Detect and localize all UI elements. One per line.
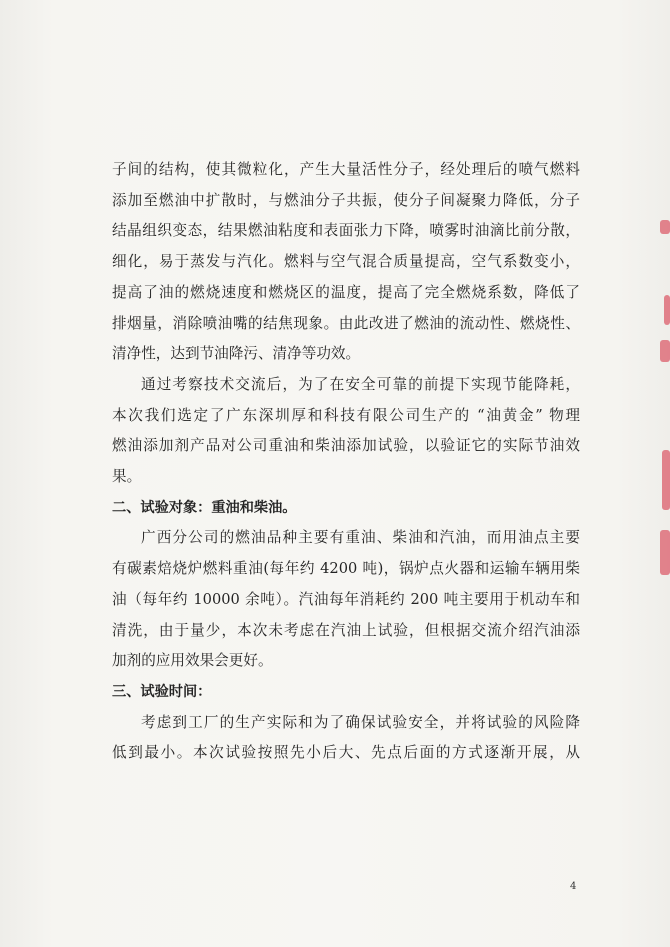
text-line: 果。	[112, 468, 142, 486]
text-line: 排烟量，消除喷油嘴的结焦现象。由此改进了燃油的流动性、燃烧性、	[112, 314, 580, 332]
paragraph-4	[112, 708, 580, 769]
text-line: 本次我们选定了广东深圳厚和科技有限公司生产的 “油黄金” 物理	[112, 406, 580, 424]
text-line: 加剂的应用效果会更好。	[112, 652, 273, 670]
body-text	[112, 155, 580, 769]
paragraph-3	[112, 523, 580, 677]
text-line: 细化，易于蒸发与汽化。燃料与空气混合质量提高，空气系数变小，	[112, 253, 580, 271]
text-line: 有碳素焙烧炉燃料重油(每年约 4200 吨)，锅炉点火器和运输车辆用柴	[112, 560, 580, 578]
text-line: 通过考察技术交流后，为了在安全可靠的前提下实现节能降耗，	[141, 375, 580, 393]
section-heading-2: 二、试验对象：重油和柴油。	[112, 499, 297, 516]
page-number: 4	[570, 881, 577, 892]
text-line: 子间的结构，使其微粒化，产生大量活性分子，经处理后的喷气燃料	[112, 161, 580, 178]
text-line: 燃油添加剂产品对公司重油和柴油添加试验，以验证它的实际节油效	[112, 437, 580, 455]
text-line: 提高了油的燃烧速度和燃烧区的温度，提高了完全燃烧系数，降低了	[112, 283, 580, 301]
text-line: 清洗，由于量少，本次未考虑在汽油上试验，但根据交流介绍汽油添	[112, 621, 580, 639]
text-line: 油（每年约 10000 余吨）。汽油每年消耗约 200 吨主要用于机动车和	[112, 590, 580, 608]
paragraph-1	[112, 155, 580, 370]
text-line: 结晶组织变态，结果燃油粘度和表面张力下降，喷雾时油滴比前分散，	[112, 222, 580, 240]
paragraph-2	[112, 370, 580, 493]
text-line: 广西分公司的燃油品种主要有重油、柴油和汽油，而用油点主要	[141, 529, 580, 547]
section-heading-3: 三、试验时间：	[112, 683, 212, 700]
text-line: 清净性，达到节油降污、清净等功效。	[112, 345, 361, 363]
text-line: 考虑到工厂的生产实际和为了确保试验安全，并将试验的风险降	[141, 713, 580, 731]
text-line: 添加至燃油中扩散时，与燃油分子共振，使分子间凝聚力降低，分子	[112, 191, 580, 209]
text-line: 低到最小。本次试验按照先小后大、先点后面的方式逐渐开展，从	[112, 744, 580, 762]
seal-stamp-edge	[652, 200, 670, 640]
